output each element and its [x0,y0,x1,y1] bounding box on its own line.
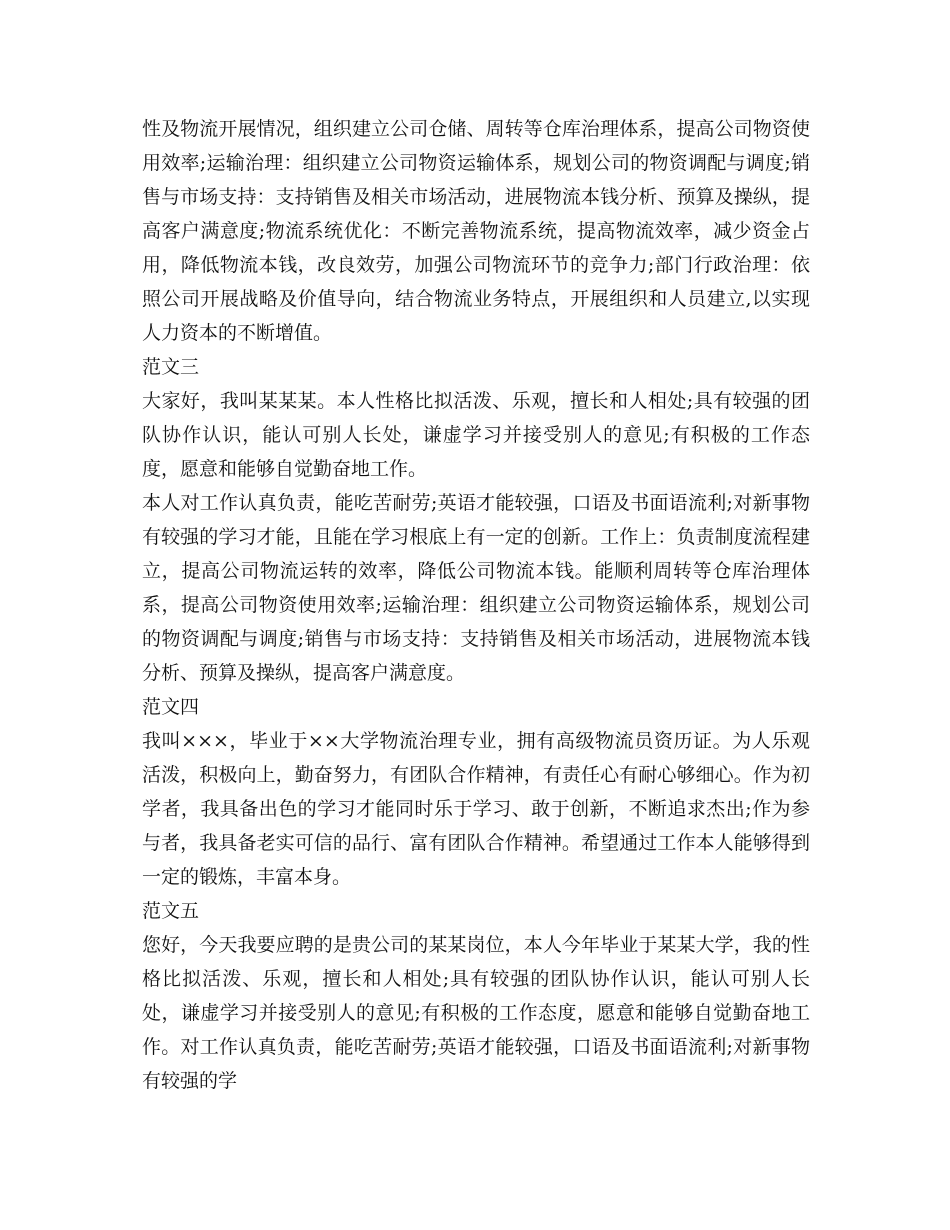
heading-sample-three: 范文三 [142,356,200,378]
paragraph-self-intro: 大家好，我叫某某某。本人性格比拟活泼、乐观，擅长和人相处;具有较强的团队协作认识，能认可别人长处，谦虚学习并接受别人的意见;有积极的工作态度，愿意和能够自觉勤奋地工作。 [142,390,810,480]
heading-sample-five: 范文五 [142,900,200,922]
paragraph-logistics-duties: 性及物流开展情况，组织建立公司仓储、周转等仓库治理体系，提高公司物资使用效率;运输治理：组织建立公司物资运输体系，规划公司的物资调配与调度;销售与市场支持：支持销售及相关市场活动，进展物流本钱分析、预算及操纵，提高客户满意度;物流系统优化：不断完善物流系统，提高物流效率，减少资金占用，降低物流本钱，改良效劳，加强公司物流环节的竞争力;部门行政治理：依照公司开展战略及价值导向，结合物流业务特点，开展组织和人员建立,以实现人力资本的不断增值。 [142,118,810,344]
paragraph-work-attitude: 本人对工作认真负责，能吃苦耐劳;英语才能较强，口语及书面语流利;对新事物有较强的学习才能，且能在学习根底上有一定的创新。工作上：负责制度流程建立，提高公司物流运转的效率，降低公司物流本钱。能顺利周转等仓库治理体系，提高公司物资使用效率;运输治理：组织建立公司物资运输体系，规划公司的物资调配与调度;销售与市场支持：支持销售及相关市场活动，进展物流本钱分析、预算及操纵，提高客户满意度。 [142,492,810,684]
document-body [142,112,810,1098]
paragraph-job-application: 您好，今天我要应聘的是贵公司的某某岗位，本人今年毕业于某某大学，我的性格比拟活泼、乐观，擅长和人相处;具有较强的团队协作认识，能认可别人长处，谦虚学习并接受别人的意见;有积极的工作态度，愿意和能够自觉勤奋地工作。对工作认真负责，能吃苦耐劳;英语才能较强，口语及书面语流利;对新事物有较强的学 [142,934,810,1092]
heading-sample-four: 范文四 [142,696,200,718]
paragraph-graduate-intro: 我叫×××，毕业于××大学物流治理专业，拥有高级物流员资历证。为人乐观活泼，积极向上，勤奋努力，有团队合作精神，有责任心有耐心够细心。作为初学者，我具备出色的学习才能同时乐于学习、敢于创新，不断追求杰出;作为参与者，我具备老实可信的品行、富有团队合作精神。希望通过工作本人能够得到一定的锻炼，丰富本身。 [142,730,810,888]
